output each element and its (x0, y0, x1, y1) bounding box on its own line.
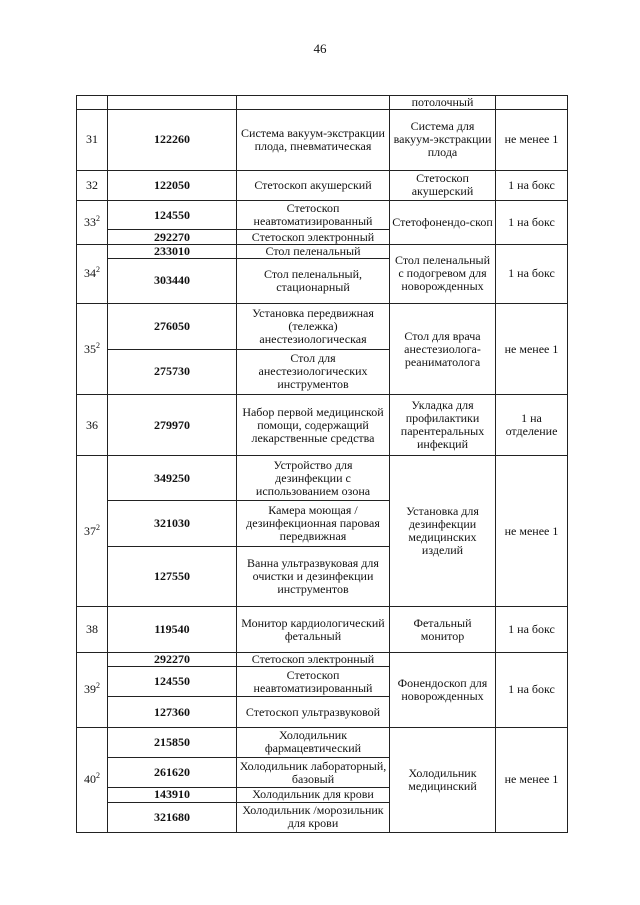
row-number-value: 40 (84, 772, 96, 787)
row-equipment-name: потолочный (390, 96, 496, 110)
row-number-value: 35 (84, 341, 96, 356)
row-device-name: Стетоскоп неавтоматизированный (237, 667, 390, 697)
row-number: 36 (77, 395, 108, 456)
row-quantity: 1 на бокс (496, 201, 568, 244)
row-device-name: Камера моющая /дезинфекционная паровая передвижная (237, 501, 390, 546)
row-number: 38 (77, 607, 108, 652)
equipment-table (76, 95, 568, 833)
row-device-name (237, 96, 390, 110)
row-code: 292270 (108, 230, 237, 244)
row-code: 321030 (108, 501, 237, 546)
row-code: 349250 (108, 455, 237, 500)
row-number (77, 304, 108, 395)
row-code: 215850 (108, 727, 237, 757)
row-device-name: Стетоскоп неавтоматизированный (237, 201, 390, 230)
row-device-name: Холодильник фармацевтический (237, 727, 390, 757)
row-code: 276050 (108, 304, 237, 349)
table-row (77, 170, 568, 200)
row-device-name: Ванна ультразвуковая для очистки и дезинфекции инструментов (237, 546, 390, 607)
row-equipment-name: Система для вакуум-экстракции плода (390, 110, 496, 171)
row-number (77, 244, 108, 304)
row-device-name: Стол пеленальный (237, 244, 390, 258)
row-number-superscript: 2 (96, 340, 100, 350)
row-device-name: Набор первой медицинской помощи, содержащий лекарственные средства (237, 395, 390, 456)
row-device-name: Стетоскоп электронный (237, 652, 390, 666)
row-equipment-name: Фетальный монитор (390, 607, 496, 652)
row-equipment-name: Стетофонендо-скоп (390, 201, 496, 244)
row-device-name: Стол пеленальный, стационарный (237, 258, 390, 303)
row-code: 127360 (108, 697, 237, 727)
row-quantity (496, 96, 568, 110)
row-quantity: не менее 1 (496, 304, 568, 395)
row-quantity: не менее 1 (496, 110, 568, 171)
row-equipment-name: Укладка для профилактики парентеральных инфекций (390, 395, 496, 456)
row-code: 124550 (108, 667, 237, 697)
table-row (77, 110, 568, 171)
row-device-name: Устройство для дезинфекции с использованием озона (237, 455, 390, 500)
table-row (77, 96, 568, 110)
row-code: 275730 (108, 349, 237, 394)
row-device-name: Установка передвижная (тележка) анестезиологическая (237, 304, 390, 349)
row-number (77, 96, 108, 110)
row-quantity: 1 на отделение (496, 395, 568, 456)
row-number: 32 (77, 170, 108, 200)
row-device-name: Холодильник для крови (237, 788, 390, 802)
row-quantity: 1 на бокс (496, 170, 568, 200)
row-number (77, 455, 108, 607)
table-row (77, 607, 568, 652)
row-device-name: Стетоскоп электронный (237, 230, 390, 244)
row-code: 122050 (108, 170, 237, 200)
row-number-superscript: 2 (96, 771, 100, 781)
row-number: 31 (77, 110, 108, 171)
row-device-name: Стетоскоп ультразвуковой (237, 697, 390, 727)
row-device-name: Холодильник /морозильник для крови (237, 802, 390, 832)
table-row (77, 652, 568, 666)
row-equipment-name: Фонендоскоп для новорожденных (390, 652, 496, 727)
row-device-name: Стетоскоп акушерский (237, 170, 390, 200)
row-code: 279970 (108, 395, 237, 456)
row-number-superscript: 2 (96, 522, 100, 532)
row-code (108, 96, 237, 110)
row-equipment-name: Стол для врача анестезиолога-реаниматолога (390, 304, 496, 395)
row-number-value: 34 (84, 266, 96, 281)
row-number-superscript: 2 (96, 265, 100, 275)
row-device-name: Стол для анестезиологических инструментов (237, 349, 390, 394)
table-row (77, 304, 568, 349)
row-number-value: 39 (84, 682, 96, 697)
row-number-superscript: 2 (96, 681, 100, 691)
row-quantity: не менее 1 (496, 455, 568, 607)
row-equipment-name: Стетоскоп акушерский (390, 170, 496, 200)
row-number-value: 33 (84, 214, 96, 229)
row-code: 321680 (108, 802, 237, 832)
row-number (77, 727, 108, 832)
row-number (77, 652, 108, 727)
row-quantity: 1 на бокс (496, 652, 568, 727)
row-code: 124550 (108, 201, 237, 230)
row-code: 261620 (108, 758, 237, 788)
row-code: 119540 (108, 607, 237, 652)
table-row (77, 455, 568, 500)
row-quantity: 1 на бокс (496, 244, 568, 304)
table-row (77, 244, 568, 258)
row-equipment-name: Стол пеленальный с подогревом для новорожденных (390, 244, 496, 304)
row-device-name: Система вакуум-экстракции плода, пневматическая (237, 110, 390, 171)
row-code: 127550 (108, 546, 237, 607)
row-device-name: Холодильник лабораторный, базовый (237, 758, 390, 788)
row-device-name: Монитор кардиологический фетальный (237, 607, 390, 652)
row-quantity: не менее 1 (496, 727, 568, 832)
row-number-value: 37 (84, 523, 96, 538)
table-row (77, 727, 568, 757)
row-number-superscript: 2 (96, 213, 100, 223)
row-code: 292270 (108, 652, 237, 666)
table-row (77, 201, 568, 230)
page-number: 46 (313, 41, 327, 56)
row-code: 303440 (108, 258, 237, 303)
row-number (77, 201, 108, 244)
table-row (77, 395, 568, 456)
row-code: 122260 (108, 110, 237, 171)
row-equipment-name: Холодильник медицинский (390, 727, 496, 832)
row-code: 143910 (108, 788, 237, 802)
row-equipment-name: Установка для дезинфекции медицинских изделий (390, 455, 496, 607)
row-quantity: 1 на бокс (496, 607, 568, 652)
row-code: 233010 (108, 244, 237, 258)
